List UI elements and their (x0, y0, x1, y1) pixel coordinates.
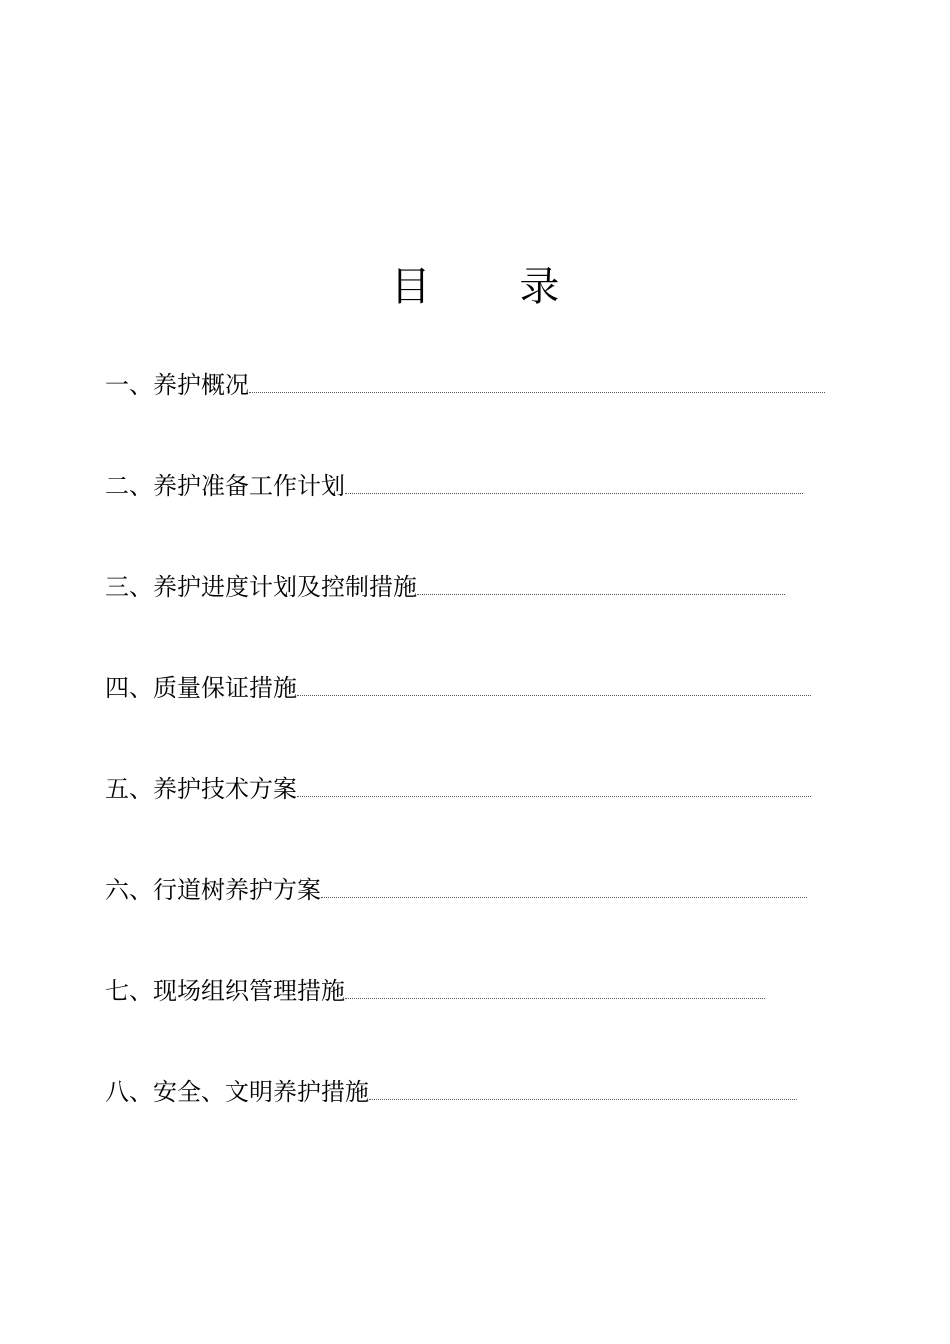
toc-entry-label: 三、养护进度计划及控制措施 (105, 573, 417, 601)
toc-entry-8[interactable] (105, 1077, 813, 1107)
toc-entry-label: 四、质量保证措施 (105, 674, 297, 702)
dotted-leader (249, 392, 825, 393)
dotted-leader (369, 1099, 797, 1100)
toc-entry-label: 一、养护概况 (105, 371, 249, 399)
dotted-leader (321, 897, 807, 898)
toc-entry-label: 七、现场组织管理措施 (105, 977, 345, 1005)
dotted-leader (297, 796, 811, 797)
dotted-leader (345, 493, 803, 494)
dotted-leader (345, 998, 765, 999)
toc-entry-3[interactable] (105, 572, 805, 602)
toc-entry-label: 二、养护准备工作计划 (105, 472, 345, 500)
toc-entry-7[interactable] (105, 976, 780, 1006)
toc-entry-label: 八、安全、文明养护措施 (105, 1078, 369, 1106)
dotted-leader (417, 594, 785, 595)
toc-entry-4[interactable] (105, 673, 825, 703)
page-title: 目 录 (390, 264, 598, 310)
toc-entry-6[interactable] (105, 875, 821, 905)
toc-entry-label: 六、行道树养护方案 (105, 876, 321, 904)
toc-entry-2[interactable] (105, 471, 817, 501)
toc-entry-label: 五、养护技术方案 (105, 775, 297, 803)
toc-entry-5[interactable] (105, 774, 825, 804)
toc-entry-1[interactable] (105, 370, 835, 400)
dotted-leader (297, 695, 811, 696)
